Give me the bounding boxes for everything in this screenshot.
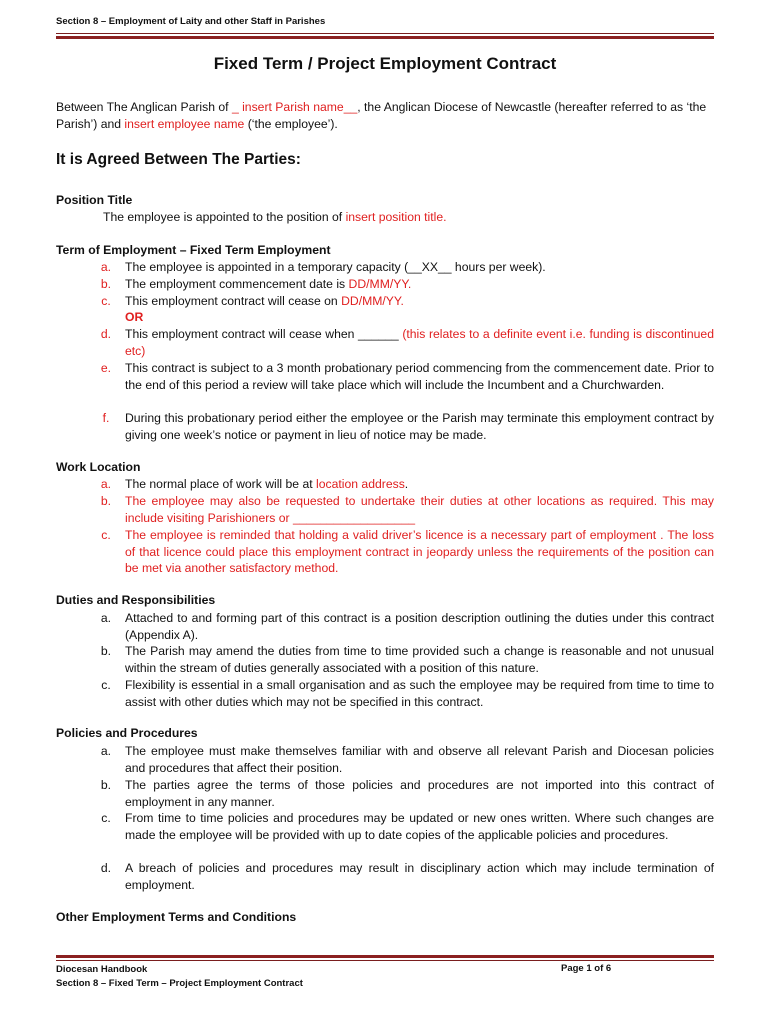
policies-item-c [56, 810, 714, 843]
term-item-c-label: c. [101, 294, 111, 308]
policies-item-d [56, 860, 714, 893]
duties-item-c-label: c. [101, 678, 111, 692]
duties-item-b [56, 643, 714, 676]
term-item-b [56, 276, 714, 293]
policies-item-d-label: d. [100, 861, 112, 875]
policies-item-a-text: The employee must make themselves familiar with and observe all relevant Parish and Diocesan policies and procedures that affect their position. [125, 744, 714, 775]
work-location-heading: Work Location [56, 460, 141, 474]
intro-text-3: (‘the employee’). [244, 117, 338, 131]
term-item-c [56, 293, 714, 310]
policies-item-a [56, 743, 714, 776]
other-terms-heading: Other Employment Terms and Conditions [56, 910, 297, 924]
work-item-a-text [125, 476, 714, 493]
term-item-c-text [125, 293, 714, 310]
intro-text-2: , the Anglican Diocese of Newcastle (hereafter referred to as ‘the Parish’) and [56, 100, 707, 131]
duties-item-a-text: Attached to and forming part of this contract is a position description outlining the duties under this contract (Appendix A). [125, 611, 714, 642]
footer-left [56, 963, 303, 991]
term-item-d [56, 326, 714, 359]
header-rule-thick [56, 36, 714, 39]
header-section-title: Section 8 – Employment of Laity and other Staff in Parishes [56, 16, 326, 27]
work-item-b-text: The employee may also be requested to undertake their duties at other locations as required. This may include visiting Parishioners or __________________ [125, 494, 714, 525]
page-number: Page 1 of 6 [561, 963, 612, 974]
duties-heading: Duties and Responsibilities [56, 593, 216, 607]
policies-item-b-label: b. [100, 778, 112, 792]
term-item-e-label: e. [100, 361, 112, 375]
duties-item-b-text: The Parish may amend the duties from time to time provided such a change is reasonable and not unusual within the stream of duties generally associated with a position of this nature. [125, 644, 714, 675]
position-title-text [103, 210, 447, 224]
policies-item-d-text: A breach of policies and procedures may result in disciplinary action which may include termination of employment. [125, 861, 714, 892]
footer-section: Section 8 – Fixed Term – Project Employment Contract [56, 978, 303, 989]
term-item-a [56, 259, 714, 276]
position-title-placeholder: insert position title. [345, 210, 447, 224]
duties-item-a [56, 610, 714, 643]
policies-item-b-text: The parties agree the terms of those policies and procedures are not imported into this contract of employment in any manner. [125, 778, 714, 809]
policies-item-c-label: c. [101, 811, 111, 825]
term-item-d-text [125, 326, 714, 359]
cease-event-note: (this relates to a definite event i.e. funding is discontinued etc) [125, 327, 714, 358]
employee-name-placeholder: insert employee name [124, 117, 245, 131]
footer-handbook: Diocesan Handbook [56, 964, 148, 975]
duties-item-c-text: Flexibility is essential in a small organisation and as such the employee may be required from time to time to assist with other duties which may not be specified in this contract. [125, 678, 714, 709]
work-a-tail: . [404, 477, 409, 491]
policies-item-b [56, 777, 714, 810]
term-or: OR [125, 310, 144, 324]
intro-paragraph [56, 99, 714, 133]
term-item-b-label: b. [100, 277, 112, 291]
work-item-b [56, 493, 714, 526]
footer-rule-thin [56, 960, 714, 961]
work-item-c-text: The employee is reminded that holding a valid driver’s licence is a necessary part of employment . The loss of that licence could place this employment contract in jeopardy unless the requirements of the position can be met via another satisfactory method. [125, 528, 714, 576]
work-item-c [56, 527, 714, 577]
work-item-a-label: a. [100, 477, 112, 491]
term-item-f-text: During this probationary period either the employee or the Parish may terminate this employment contract by giving one week’s notice or payment in lieu of notice may be made. [125, 411, 714, 442]
policies-item-a-label: a. [100, 744, 112, 758]
duties-item-a-label: a. [100, 611, 112, 625]
work-a-text: The normal place of work will be at [125, 477, 317, 491]
term-heading: Term of Employment – Fixed Term Employment [56, 243, 331, 257]
position-text: The employee is appointed to the position of [103, 210, 346, 224]
work-item-b-label: b. [100, 494, 112, 508]
duties-item-b-label: b. [100, 644, 112, 658]
term-d-text: This employment contract will cease when ______ [125, 327, 403, 341]
term-c-text: This employment contract will cease on [125, 294, 342, 308]
work-item-a [56, 476, 714, 493]
footer-rule-thick [56, 955, 714, 958]
location-address-placeholder: location address [316, 477, 405, 491]
parish-name-placeholder: _ insert Parish name__ [231, 100, 358, 114]
term-item-f [56, 410, 714, 443]
term-item-b-text [125, 276, 714, 293]
intro-text-1: Between The Anglican Parish of [56, 100, 232, 114]
work-item-c-label: c. [101, 528, 111, 542]
agreed-heading: It is Agreed Between The Parties: [56, 151, 301, 168]
term-item-d-label: d. [100, 327, 112, 341]
duties-item-c [56, 677, 714, 710]
term-b-text: The employment commencement date is [125, 277, 349, 291]
commencement-date-placeholder: DD/MM/YY. [348, 277, 412, 291]
position-title-heading: Position Title [56, 193, 133, 207]
cease-date-placeholder: DD/MM/YY. [341, 294, 404, 308]
term-item-e-text: This contract is subject to a 3 month probationary period commencing from the commencement date. Prior to the end of this period a review will take place which will include the Incumbent and a Churchwarden. [125, 361, 714, 392]
policies-heading: Policies and Procedures [56, 726, 198, 740]
document-title: Fixed Term / Project Employment Contract [213, 54, 557, 73]
term-item-f-label: f. [102, 411, 110, 425]
term-item-a-label: a. [100, 260, 112, 274]
header-rule-thin [56, 33, 714, 34]
policies-item-c-text: From time to time policies and procedures may be updated or new ones written. Where such changes are made the employee will be provided with up to date copies of the applicable policies and procedures. [125, 811, 714, 842]
term-item-e [56, 360, 714, 393]
term-item-a-text: The employee is appointed in a temporary capacity (__XX__ hours per week). [125, 260, 546, 274]
